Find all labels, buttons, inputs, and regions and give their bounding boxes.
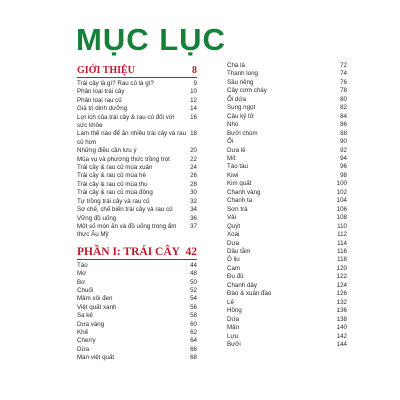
toc-entry[interactable]	[227, 273, 347, 281]
toc-entry-page: 110	[337, 222, 347, 230]
toc-entry[interactable]	[227, 104, 347, 112]
toc-entry[interactable]	[77, 279, 197, 287]
toc-entry[interactable]	[77, 189, 197, 197]
toc-entry-page: 30	[190, 189, 197, 197]
toc-entry-label: Dưa	[227, 239, 240, 247]
toc-entry[interactable]	[227, 282, 347, 290]
toc-entry-label: Thanh long	[227, 70, 258, 78]
toc-entry[interactable]	[227, 290, 347, 298]
toc-entry-page: 74	[340, 70, 347, 78]
toc-entry[interactable]	[227, 206, 347, 214]
toc-entry-page: 112	[337, 231, 347, 239]
section-part1-page: 42	[185, 245, 197, 258]
toc-entry-label: Cherry	[77, 337, 96, 345]
section-part1-list	[77, 262, 197, 363]
toc-entry-label: Nho	[227, 121, 239, 129]
toc-entry-page: 114	[337, 239, 347, 247]
toc-entry-label: Dưa lê	[227, 146, 246, 154]
toc-entry-label: Sung ngọt	[227, 104, 256, 112]
toc-entry-page: 16	[190, 113, 197, 121]
toc-entry-page: 54	[190, 295, 197, 303]
toc-entry[interactable]	[77, 321, 197, 329]
toc-entry[interactable]	[77, 223, 197, 240]
toc-entry[interactable]	[227, 333, 347, 341]
toc-entry[interactable]	[227, 248, 347, 256]
toc-entry-page: 64	[190, 337, 197, 345]
toc-entry-page: 66	[190, 345, 197, 353]
toc-entry-label: Ô liu	[227, 256, 240, 264]
toc-entry-page: 58	[190, 312, 197, 320]
toc-entry[interactable]	[227, 180, 347, 188]
toc-entry-page: 12	[190, 96, 197, 104]
toc-entry-page: 144	[336, 340, 347, 348]
toc-entry-label: Giá trị dinh dưỡng	[77, 105, 128, 113]
toc-entry[interactable]	[77, 206, 197, 214]
toc-entry-label: Trái cây & rau củ mùa xuân	[77, 164, 153, 172]
toc-entry-label: Chanh dây	[227, 281, 257, 289]
toc-entry[interactable]	[77, 114, 197, 131]
toc-entry[interactable]	[77, 181, 197, 189]
toc-entry-label: Vải	[227, 214, 236, 222]
toc-entry-label: Bưởi	[227, 340, 241, 348]
toc-entry[interactable]	[227, 79, 347, 87]
toc-entry[interactable]	[77, 304, 197, 312]
toc-entry-label: Chà là	[227, 62, 245, 69]
toc-entry[interactable]	[77, 329, 197, 337]
toc-entry-label: Ổi dứa	[227, 95, 246, 103]
toc-entry-label: Chuối	[77, 286, 94, 294]
toc-entry[interactable]	[227, 172, 347, 180]
toc-entry-page: 9	[193, 80, 197, 87]
toc-entry[interactable]	[77, 354, 197, 362]
toc-entry-label: Mơ	[77, 270, 87, 278]
toc-entry-label: Chanh vàng	[227, 188, 261, 196]
toc-entry[interactable]	[227, 87, 347, 95]
toc-entry[interactable]	[77, 88, 197, 96]
section-intro-title: GIỚI THIỆU	[77, 65, 135, 76]
toc-entry-page: 140	[336, 324, 347, 332]
toc-entry-label: Mít	[227, 154, 236, 162]
toc-entry-label: Những điều cần lưu ý	[77, 147, 137, 155]
toc-left-column	[77, 62, 197, 363]
toc-entry-page: 120	[336, 264, 347, 272]
toc-entry-page: 118	[337, 256, 347, 264]
toc-entry-page: 34	[190, 206, 197, 214]
toc-entry[interactable]	[227, 223, 347, 231]
toc-entry[interactable]	[227, 341, 347, 349]
toc-entry[interactable]	[77, 172, 197, 180]
toc-entry-label: Dừa	[77, 345, 90, 353]
toc-entry-page: 68	[190, 354, 197, 362]
toc-entry[interactable]	[227, 265, 347, 273]
toc-entry-page: 122	[336, 273, 347, 281]
toc-entry-label: Sơ chế, chế biến trái cây và rau củ	[77, 206, 173, 214]
toc-entry-page: 10	[190, 88, 197, 96]
toc-entry-page: 56	[190, 303, 197, 311]
toc-entry-page: 20	[190, 147, 197, 155]
toc-entry-page: 14	[190, 105, 197, 113]
page-title: MỤC LỤC	[76, 22, 226, 57]
section-part1-title: PHẦN I: TRÁI CÂY	[77, 245, 180, 258]
toc-entry-page: 142	[336, 332, 347, 340]
toc-entry-label: Trái cây & rau củ mùa đông	[77, 189, 153, 197]
toc-entry-label: Một số món ăn và đồ uống trong ẩm thực Âu Mỹ	[77, 222, 177, 239]
section-intro-list	[77, 80, 197, 240]
toc-entry-label: Lợi ích của trái cây & rau củ đối với sức khỏe	[77, 113, 175, 130]
toc-entry[interactable]	[77, 287, 197, 295]
toc-entry-page: 72	[340, 62, 347, 69]
toc-entry[interactable]	[77, 346, 197, 354]
toc-entry-label: Sầu riêng	[227, 78, 254, 86]
toc-entry[interactable]	[227, 240, 347, 248]
toc-entry-label: Trái cây & rau củ mùa thu	[77, 180, 148, 188]
toc-entry[interactable]	[227, 299, 347, 307]
toc-entry-page: 36	[190, 214, 197, 222]
toc-entry-label: Chanh ta	[227, 197, 253, 205]
toc-entry-label: Ổi	[227, 138, 234, 146]
toc-entry-label: Bơ	[77, 278, 86, 286]
toc-entry-label: Vững đồ uống	[77, 214, 117, 222]
toc-entry-page: 24	[190, 164, 197, 172]
toc-entry-label: Quýt	[227, 222, 241, 230]
toc-entry[interactable]	[227, 138, 347, 146]
toc-entry[interactable]	[227, 130, 347, 138]
toc-entry[interactable]	[77, 164, 197, 172]
toc-entry-label: Mận	[227, 324, 240, 332]
toc-entry[interactable]	[227, 324, 347, 332]
toc-entry-page: 94	[340, 154, 347, 162]
toc-entry-label: Phân loại rau củ	[77, 96, 122, 104]
toc-entry-page: 86	[340, 121, 347, 129]
toc-entry[interactable]	[227, 113, 347, 121]
toc-entry-page: 90	[340, 138, 347, 146]
toc-entry[interactable]	[77, 105, 197, 113]
toc-entry[interactable]	[227, 163, 347, 171]
toc-entry-page: 82	[340, 104, 347, 112]
toc-entry-label: Táo	[77, 261, 88, 269]
toc-entry-label: Cam	[227, 264, 241, 272]
toc-entry-page: 32	[190, 197, 197, 205]
toc-entry-page: 98	[340, 171, 347, 179]
toc-entry[interactable]	[77, 147, 197, 155]
toc-entry-page: 88	[340, 129, 347, 137]
toc-entry-label: Câu kỷ tử	[227, 112, 254, 120]
toc-entry[interactable]	[227, 189, 347, 197]
toc-entry[interactable]	[77, 312, 197, 320]
toc-entry[interactable]	[227, 307, 347, 315]
toc-entry-label: Đào & xuân đào	[227, 290, 272, 298]
toc-entry[interactable]	[227, 62, 347, 70]
toc-entry-label: Dứa	[227, 315, 240, 323]
toc-entry-page: 50	[190, 278, 197, 286]
toc-entry-page: 78	[340, 87, 347, 95]
toc-entry[interactable]	[77, 198, 197, 206]
toc-entry-label: Táo tàu	[227, 163, 248, 171]
toc-entry-page: 124	[336, 281, 347, 289]
toc-entry[interactable]	[77, 215, 197, 223]
toc-right-column	[227, 62, 347, 349]
toc-entry-page: 44	[190, 261, 197, 269]
toc-entry-label: Xoài	[227, 231, 240, 239]
toc-entry-label: Đu đủ	[227, 273, 244, 281]
fruit-list-continued	[227, 62, 347, 349]
toc-entry-page: 104	[336, 197, 347, 205]
section-part1-header[interactable]	[77, 247, 197, 260]
toc-entry-label: Phân loại trái cây	[77, 88, 125, 96]
toc-entry-page: 102	[336, 188, 347, 196]
toc-entry-label: Cây cơm cháy	[227, 87, 267, 95]
toc-entry-label: Dưa vàng	[77, 320, 105, 328]
toc-entry[interactable]	[77, 270, 197, 278]
toc-entry[interactable]	[77, 80, 197, 88]
toc-entry-label: Sơn trà	[227, 205, 248, 213]
section-intro-header[interactable]	[77, 65, 197, 78]
toc-entry-label: Việt quất xanh	[77, 303, 117, 311]
toc-entry-label: Lựu	[227, 332, 239, 340]
toc-entry[interactable]	[227, 214, 347, 222]
toc-entry-page: 60	[190, 320, 197, 328]
toc-entry[interactable]	[227, 121, 347, 129]
toc-entry-page: 106	[336, 205, 347, 213]
toc-entry[interactable]	[77, 295, 197, 303]
toc-entry-page: 22	[190, 155, 197, 163]
toc-entry[interactable]	[227, 231, 347, 239]
toc-entry-label: Làm thế nào để ăn nhiều trái cây và rau củ hơn	[77, 130, 187, 146]
toc-entry-page: 37	[190, 222, 197, 230]
toc-entry[interactable]	[227, 70, 347, 78]
toc-entry-page: 28	[190, 180, 197, 188]
toc-entry-label: Trái cây & rau củ mùa hè	[77, 172, 146, 180]
toc-entry-page: 80	[340, 95, 347, 103]
toc-entry-page: 48	[190, 270, 197, 278]
toc-entry-label: Mâm xôi đen	[77, 295, 113, 303]
toc-entry-label: Bưởi chùm	[227, 129, 258, 137]
toc-entry-page: 100	[336, 180, 347, 188]
toc-entry[interactable]	[227, 256, 347, 264]
toc-entry[interactable]	[227, 147, 347, 155]
toc-entry[interactable]	[77, 97, 197, 105]
toc-entry-page: 116	[337, 247, 347, 255]
toc-entry-label: Kim quất	[227, 180, 252, 188]
toc-entry-label: Kiwi	[227, 171, 239, 179]
toc-entry-label: Lê	[227, 298, 234, 306]
toc-entry[interactable]	[77, 262, 197, 270]
toc-entry-label: Tự trồng trái cây và rau củ	[77, 197, 150, 205]
toc-entry-page: 92	[340, 146, 347, 154]
toc-entry-page: 62	[190, 328, 197, 336]
toc-entry-page: 96	[340, 163, 347, 171]
toc-entry[interactable]	[77, 130, 197, 147]
toc-entry[interactable]	[227, 96, 347, 104]
toc-entry-page: 76	[340, 78, 347, 86]
toc-entry-page: 136	[336, 307, 347, 315]
toc-entry-page: 126	[336, 290, 347, 298]
toc-entry-label: Dâu tằm	[227, 247, 251, 255]
toc-entry[interactable]	[227, 316, 347, 324]
toc-entry-label: Hồng	[227, 307, 242, 315]
toc-entry-page: 108	[336, 214, 347, 222]
toc-entry-page: 84	[340, 112, 347, 120]
toc-entry[interactable]	[227, 155, 347, 163]
toc-entry-label: Man việt quất	[77, 354, 115, 362]
toc-entry-label: Trái cây là gì? Rau củ là gì?	[77, 80, 154, 87]
toc-entry-page: 26	[190, 172, 197, 180]
toc-entry[interactable]	[227, 197, 347, 205]
toc-entry-page: 138	[336, 315, 347, 323]
toc-entry-page: 132	[336, 298, 347, 306]
toc-entry[interactable]	[77, 156, 197, 164]
toc-entry-label: Khế	[77, 328, 89, 336]
section-intro-page: 8	[192, 65, 197, 76]
toc-entry-label: Mùa vụ và phương thức trồng trọt	[77, 155, 170, 163]
toc-entry-page: 52	[190, 286, 197, 294]
toc-entry[interactable]	[77, 337, 197, 345]
toc-entry-label: Sa kê	[77, 312, 93, 320]
toc-entry-page: 18	[190, 130, 197, 138]
